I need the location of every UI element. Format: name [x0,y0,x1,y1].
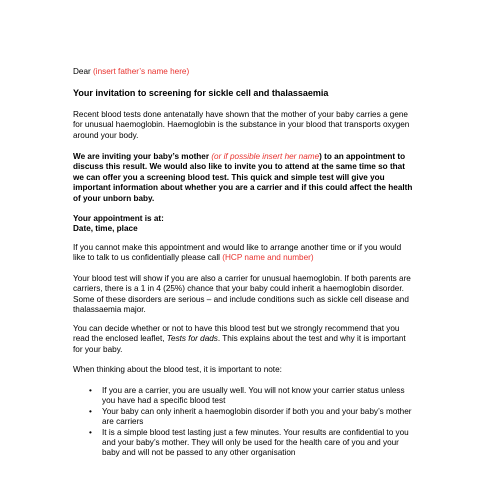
list-item [73,386,413,407]
leaflet-paragraph [73,324,413,355]
appointment-heading: Your appointment is at: [73,214,164,223]
decide-text-1: You can decide whether or not to have this blood test but we strongly recommend that you read the enclosed leaflet, [73,324,400,344]
invitation-paragraph [73,152,413,204]
bullet-text: If you are a carrier, you are usually well. You will not know your carrier status unless you have had a specific blood test [102,386,405,406]
contact-text: If you cannot make this appointment and would like to arrange another time or if you would like to talk to us confidentially please call [73,243,402,263]
bullet-icon: • [89,427,92,437]
bullet-text: Your baby can only inherit a haemoglobin disorder if both you and your baby’s mother are carriers [102,406,412,427]
greeting-prefix: Dear [73,67,94,76]
greeting [73,67,413,77]
list-item [73,428,413,459]
hcp-placeholder: (HCP name and number) [222,253,314,263]
carrier-paragraph: Your blood test will show if you are also a carrier for unusual haemoglobin. If both parents are carriers, there is a 1 in 4 (25%) chance that your baby could inherit a haemoglobin disorder. Some of these disorders are serious – and include conditions such as sickle cell disease and thalassaemia major. [73,274,411,315]
leaflet-title: Tests for dads [166,334,218,344]
appointment-details: Date, time, place [73,224,138,233]
bullet-icon: • [89,406,92,416]
intro-paragraph: Recent blood tests done antenatally have shown that the mother of your baby carries a gene for unusual haemoglobin. Haemoglobin is the substance in your blood that transports oxygen around your body. [73,110,410,140]
note-intro: When thinking about the blood test, it is important to note: [73,365,282,374]
decide-text-2: . This explains about the test and why it is important for your baby. [73,334,406,354]
invite-text-2: ) to an appointment to discuss this result. We would also like to invite you to attend at the same time so that we can offer you a screening blood test. This quick and simple test will give you important information about whether you are a carrier and if this could affect the health of your unborn baby. [73,152,413,203]
father-name-placeholder: (insert father’s name here) [93,67,190,76]
list-item [73,407,413,428]
mother-name-placeholder: (or if possible insert her name [211,152,320,161]
notes-list [73,386,413,459]
contact-paragraph [73,243,413,264]
letter-title: Your invitation to screening for sickle cell and thalassaemia [73,88,329,98]
bullet-text: It is a simple blood test lasting just a few minutes. Your results are confidential to you and your baby’s mother. They will only be used for the health care of you and your baby and will not be passed to any other organisation [102,427,409,458]
invite-text-1: We are inviting your baby’s mother [73,152,212,161]
bullet-icon: • [89,386,92,395]
